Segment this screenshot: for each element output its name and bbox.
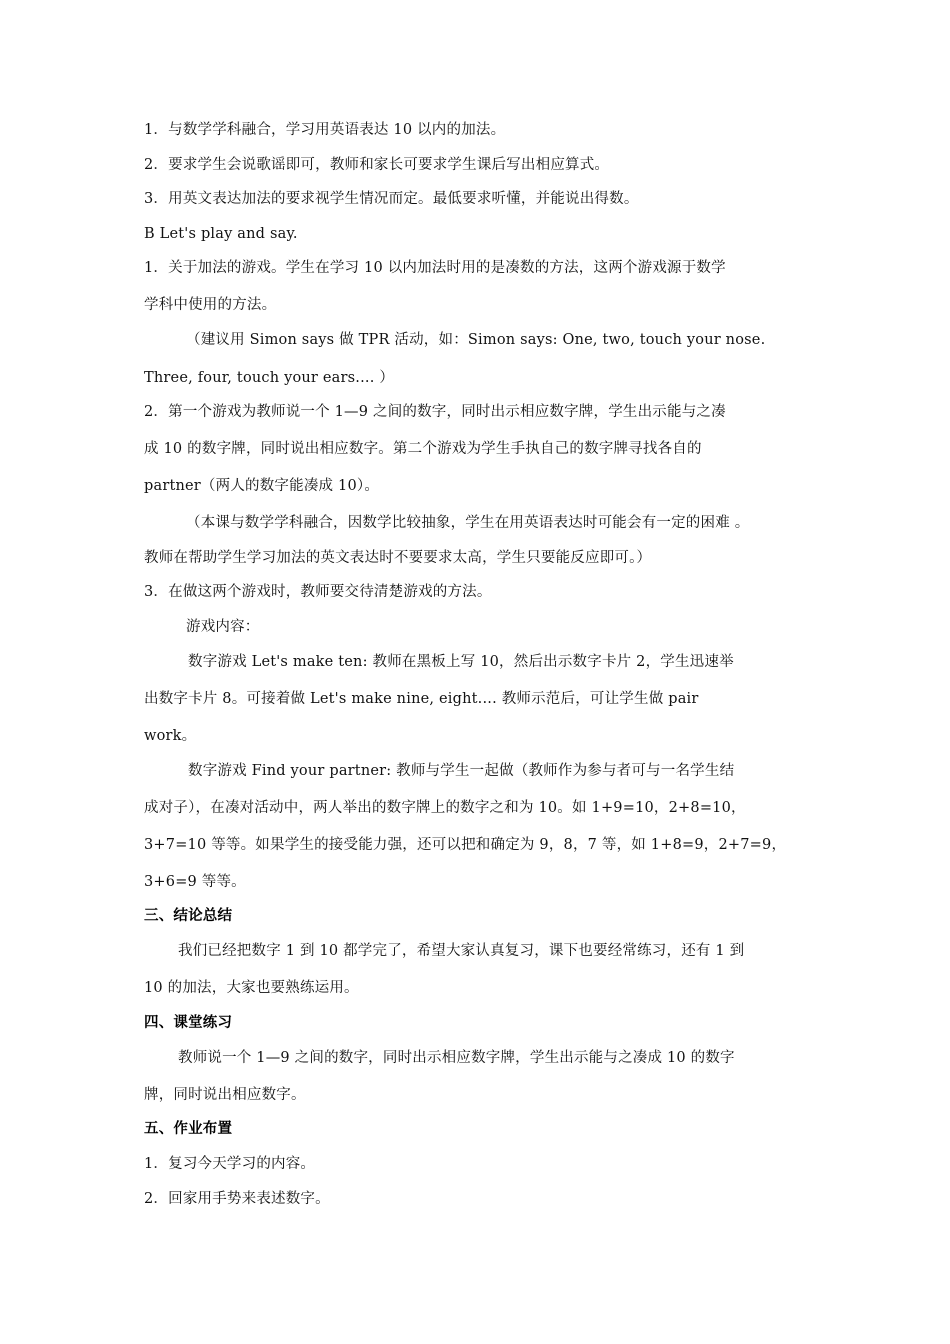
find-partner-line-4: 3+6=9 等等。	[144, 874, 246, 890]
homework-item-1: 1．复习今天学习的内容。	[144, 1156, 316, 1172]
tpr-suggestion-line-2: Three, four, touch your ears.... ）	[144, 370, 395, 386]
section-heading-practice: 四、课堂练习	[144, 1015, 233, 1031]
game-note-3: 3．在做这两个游戏时，教师要交待清楚游戏的方法。	[144, 584, 492, 600]
summary-line-2: 10 的加法，大家也要熟练运用。	[144, 980, 359, 996]
practice-line-2: 牌，同时说出相应数字。	[144, 1087, 306, 1103]
game-note-2-line-3: partner（两人的数字能凑成 10）。	[144, 478, 380, 494]
tpr-suggestion-line-1: （建议用 Simon says 做 TPR 活动，如：Simon says: One, two, touch your nose.	[186, 332, 766, 348]
game-content-label: 游戏内容：	[186, 619, 260, 635]
math-integration-line-2: 教师在帮助学生学习加法的英文表达时不要要求太高，学生只要能反应即可。）	[144, 550, 652, 566]
section-heading-homework: 五、作业布置	[144, 1121, 233, 1137]
find-partner-line-3: 3+7=10 等等。如果学生的接受能力强，还可以把和确定为 9，8，7 等，如 1+8=9，2+7=9，	[144, 837, 787, 853]
game-note-2-line-2: 成 10 的数字牌，同时说出相应数字。第二个游戏为学生手执自己的数字牌寻找各自的	[144, 441, 702, 457]
section-b-title: B Let's play and say.	[144, 226, 298, 242]
find-partner-line-2: 成对子），在凑对活动中，两人举出的数字牌上的数字之和为 10。如 1+9=10，2+8=10，	[144, 800, 746, 816]
make-ten-line-1: 数字游戏 Let's make ten: 教师在黑板上写 10，然后出示数字卡片 2，学生迅速举	[188, 654, 734, 670]
find-partner-line-1: 数字游戏 Find your partner: 教师与学生一起做（教师作为参与者可与一名学生结	[188, 763, 735, 779]
game-note-1-line-2: 学科中使用的方法。	[144, 297, 277, 313]
make-ten-line-2: 出数字卡片 8。可接着做 Let's make nine, eight.... 教师示范后，可让学生做 pair	[144, 691, 699, 707]
game-note-2-line-1: 2．第一个游戏为教师说一个 1—9 之间的数字，同时出示相应数字牌，学生出示能与之凑	[144, 404, 726, 420]
math-integration-line-1: （本课与数学学科融合，因数学比较抽象，学生在用英语表达时可能会有一定的困难 。	[186, 515, 750, 531]
make-ten-line-3: work。	[144, 728, 197, 744]
game-note-1-line-1: 1．关于加法的游戏。学生在学习 10 以内加法时用的是凑数的方法，这两个游戏源于数学	[144, 260, 726, 276]
homework-item-2: 2．回家用手势来表述数字。	[144, 1191, 330, 1207]
practice-line-1: 教师说一个 1—9 之间的数字，同时出示相应数字牌，学生出示能与之凑成 10 的数字	[178, 1050, 735, 1066]
section-heading-summary: 三、结论总结	[144, 908, 233, 924]
objective-line-1: 1．与数学学科融合，学习用英语表达 10 以内的加法。	[144, 122, 506, 138]
objective-line-3: 3．用英文表达加法的要求视学生情况而定。最低要求听懂，并能说出得数。	[144, 191, 639, 207]
summary-line-1: 我们已经把数字 1 到 10 都学完了，希望大家认真复习，课下也要经常练习，还有 1 到	[178, 943, 745, 959]
objective-line-2: 2．要求学生会说歌谣即可，教师和家长可要求学生课后写出相应算式。	[144, 157, 610, 173]
